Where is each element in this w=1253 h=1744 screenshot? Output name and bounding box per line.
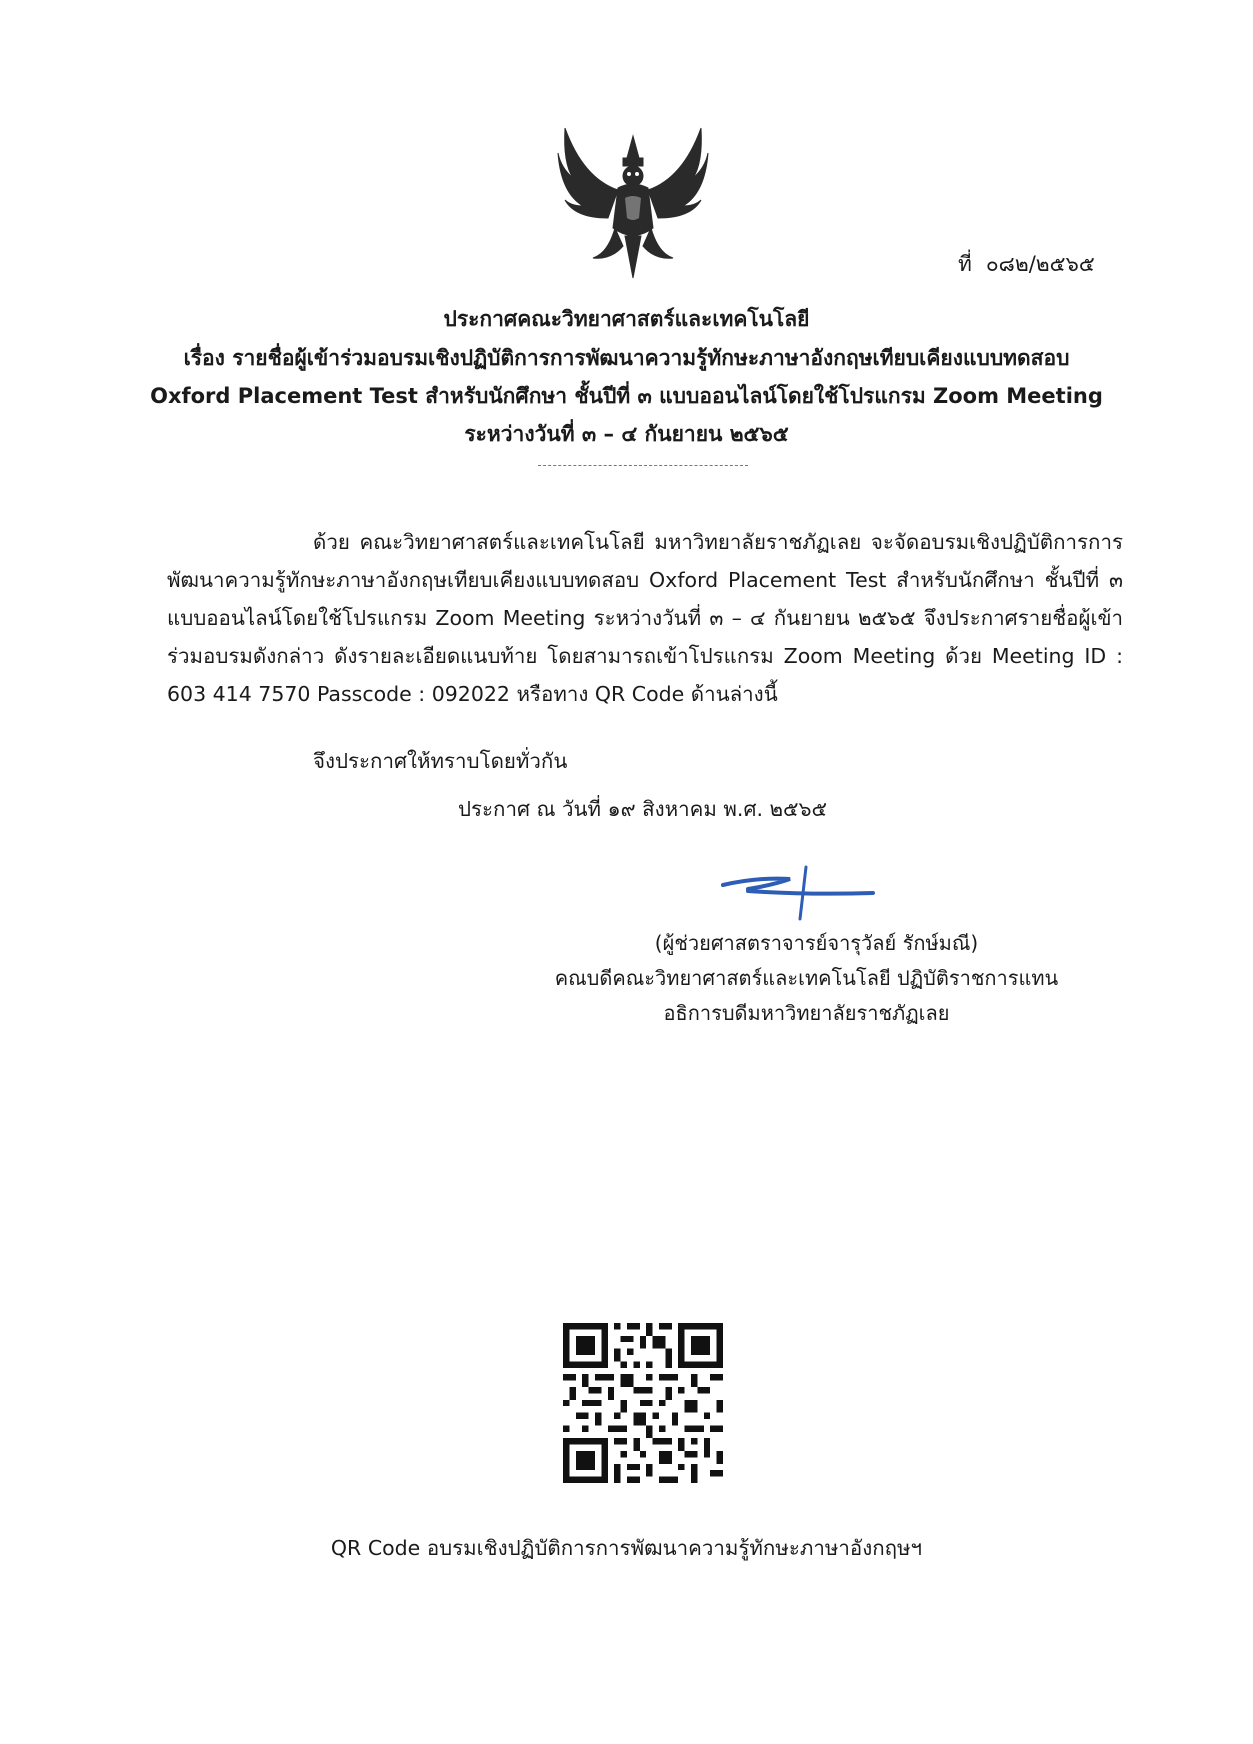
body-paragraph: ด้วย คณะวิทยาศาสตร์และเทคโนโลยี มหาวิทยาลัยราชภัฏเลย จะจัดอบรมเชิงปฏิบัติการการพัฒนาความรู้ทักษะภาษาอังกฤษเทียบเคียงแบบทดสอบ Oxford Placement Test สำหรับนักศึกษา ชั้นปีที่ ๓ แบบออนไลน์โดยใช้โปรแกรม Zoom Meeting ระหว่างวันที่ ๓ – ๔ กันยายน ๒๕๖๕ จึงประกาศรายชื่อผู้เข้าร่วมอบรมดังกล่าว ดังรายละเอียดแนบท้าย โดยสามารถเข้าโปรแกรม Zoom Meeting ด้วย Meeting ID : 603 414 7570 Passcode : 092022 หรือทาง QR Code ด้านล่างนี้: [167, 530, 1123, 706]
signature-icon: [718, 863, 878, 923]
announcement-subject-line2: Oxford Placement Test สำหรับนักศึกษา ชั้นปีที่ ๓ แบบออนไลน์โดยใช้โปรแกรม Zoom Meeting: [150, 384, 1103, 408]
signer-position: คณบดีคณะวิทยาศาสตร์และเทคโนโลยี ปฏิบัติราชการแทน: [554, 966, 1059, 990]
announcement-subject-line1: เรื่อง รายชื่อผู้เข้าร่วมอบรมเชิงปฏิบัติการการพัฒนาความรู้ทักษะภาษาอังกฤษเทียบเคียงแบบทดสอบ: [183, 346, 1070, 370]
qr-code-caption: QR Code อบรมเชิงปฏิบัติการการพัฒนาความรู้ทักษะภาษาอังกฤษฯ: [330, 1536, 923, 1560]
garuda-emblem-icon: [553, 118, 713, 283]
document-reference: [958, 248, 1109, 281]
reference-label: ที่: [958, 252, 972, 276]
announcement-subject-line3: ระหว่างวันที่ ๓ – ๔ กันยายน ๒๕๖๕: [464, 422, 789, 446]
announcement-date: ประกาศ ณ วันที่ ๑๙ สิงหาคม พ.ศ. ๒๕๖๕: [458, 797, 828, 821]
closing-statement: จึงประกาศให้ทราบโดยทั่วกัน: [313, 749, 568, 773]
reference-number: ๐๘๒/๒๕๖๕: [985, 252, 1095, 276]
qr-code-icon[interactable]: [563, 1323, 723, 1483]
title-separator: [538, 465, 748, 466]
signer-name: (ผู้ช่วยศาสตราจารย์จารุวัลย์ รักษ์มณี): [654, 931, 979, 955]
announcement-title: ประกาศคณะวิทยาศาสตร์และเทคโนโลยี: [443, 307, 810, 331]
signer-position-2: อธิการบดีมหาวิทยาลัยราชภัฏเลย: [663, 1001, 950, 1025]
